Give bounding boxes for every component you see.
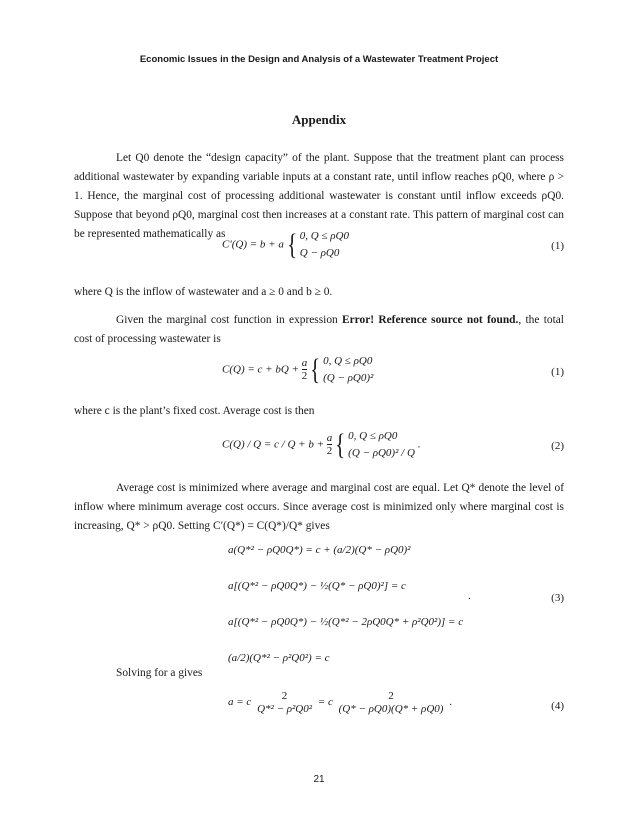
p3-after: , the total cost of processing wastewater is: [74, 314, 564, 346]
running-header: Economic Issues in the Design and Analysis of a Wastewater Treatment Project: [139, 54, 499, 65]
equation-a: [228, 690, 452, 715]
eq4-lhs: a = c: [228, 696, 252, 709]
paragraph-fixed-cost: where c is the plant’s fixed cost. Average cost is then: [74, 405, 315, 417]
eq4-num2: 2: [388, 690, 394, 702]
equation-number-2: (2): [551, 440, 564, 452]
paragraph-where-q: where Q is the inflow of wastewater and a ≥ 0 and b ≥ 0.: [74, 286, 333, 298]
eq1b-case2: (Q − ρQ0)²: [323, 372, 374, 384]
eq3-trail: .: [468, 590, 471, 602]
eq2-case2: (Q − ρQ0)² / Q: [348, 447, 415, 459]
equation-system: [228, 540, 463, 668]
eq1-lhs: C′(Q) = b + a: [222, 238, 284, 251]
left-brace-icon: {: [310, 353, 321, 386]
eq3-line1: a(Q*² − ρQ0Q*) = c + (a/2)(Q* − ρQ0)²: [228, 544, 411, 556]
eq4-den1: Q*² − ρ²Q0²: [257, 703, 313, 715]
eq2-frac-den: 2: [326, 445, 333, 457]
eq4-den2: (Q* − ρQ0)(Q* + ρQ0): [338, 703, 444, 715]
eq2-frac-num: a: [326, 432, 333, 444]
eq1-case2: Q − ρQ0: [299, 247, 340, 259]
eq4-num1: 2: [281, 690, 288, 702]
equation-number-3: (3): [551, 592, 564, 604]
equation-number-4: (4): [551, 700, 564, 712]
paragraph-minimize: Average cost is minimized where average and marginal cost are equal. Let Q* denote the level of inflow where minimum average cost occurs. Since average cost is minimized only where marginal cost is increasing, Q* > ρQ0. Setting C′(Q*) = C(Q*)/Q* gives: [74, 482, 564, 533]
paragraph-solving: Solving for a gives: [116, 667, 203, 679]
eq1b-frac-num: a: [301, 357, 308, 369]
equation-number-1: (1): [551, 240, 564, 252]
appendix-title: Appendix: [291, 112, 347, 127]
error-reference-text: Error! Reference source not found.: [342, 314, 519, 326]
equation-average-cost: [222, 428, 420, 462]
paragraph-design-capacity: Let Q0 denote the “design capacity” of the plant. Suppose that the treatment plant can process additional wastewater by expanding variable inputs at a constant rate, until inflow reaches ρQ0, where ρ > 1. Hence, the marginal cost of processing additional wastewater is constant until inflow exceeds ρQ0. Suppose that beyond ρQ0, marginal cost then increases at a constant rate. This pattern of marginal cost can be represented mathematically as: [74, 152, 564, 241]
eq4-trail: .: [449, 696, 452, 709]
equation-total-cost: [222, 353, 373, 387]
page-number: 21: [313, 774, 325, 785]
eq2-lhs: C(Q) / Q = c / Q + b +: [222, 438, 325, 451]
equation-marginal-cost: [222, 228, 349, 262]
left-brace-icon: {: [286, 228, 297, 261]
eq2-case1: 0, Q ≤ ρQ0: [348, 430, 398, 442]
eq1-case1: 0, Q ≤ ρQ0: [299, 230, 349, 242]
equation-number-1b: (1): [551, 366, 564, 378]
eq3-line2: a[(Q*² − ρQ0Q*) − ½(Q* − ρQ0)²] = c: [228, 580, 406, 592]
left-brace-icon: {: [335, 428, 346, 461]
eq4-mid: = c: [317, 696, 333, 709]
eq2-trail: .: [417, 438, 421, 451]
eq1b-case1: 0, Q ≤ ρQ0: [323, 355, 373, 367]
paragraph-total-cost: [74, 311, 564, 349]
eq1b-lhs: C(Q) = c + bQ +: [222, 363, 299, 376]
eq3-line4: (a/2)(Q*² − ρ²Q0²) = c: [228, 652, 330, 664]
p3-before: Given the marginal cost function in expression: [116, 314, 343, 326]
eq3-line3: a[(Q*² − ρQ0Q*) − ½(Q*² − 2ρQ0Q* + ρ²Q0²)] = c: [228, 616, 464, 628]
eq1b-frac-den: 2: [301, 370, 308, 382]
